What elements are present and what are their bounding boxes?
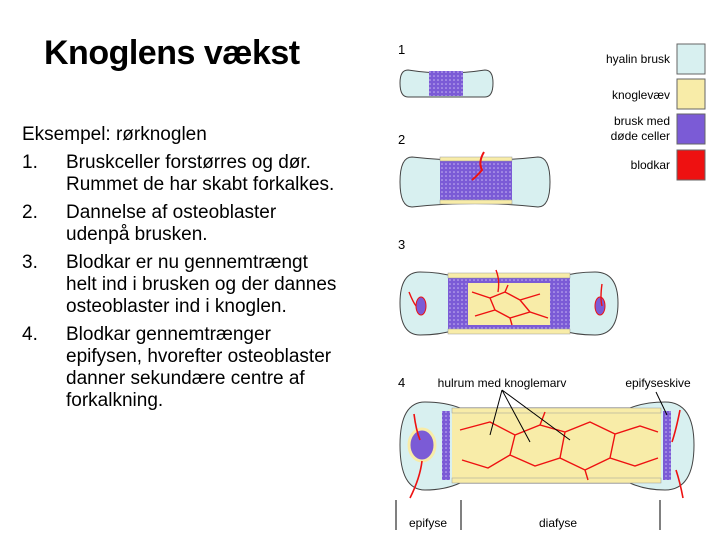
list-item xyxy=(22,324,342,412)
step-text: Blodkar gennemtrænger epifysen, hvorefter osteoblaster danner sekundære centre af forkalkning. xyxy=(66,324,332,411)
bone-growth-diagram xyxy=(380,30,710,535)
bone-collar xyxy=(452,478,661,483)
growth-plate-left xyxy=(442,411,450,480)
step-text: Bruskceller forstørres og dør. Rummet de har skabt forkalkes. xyxy=(66,152,335,195)
secondary-ossification-center xyxy=(409,429,435,461)
legend xyxy=(606,44,705,180)
label-diaphysis: diafyse xyxy=(538,516,578,530)
legend-swatch-blodkar xyxy=(677,150,705,180)
dead-cartilage-spot xyxy=(416,297,426,315)
step-number: 4. xyxy=(22,324,38,345)
bone-tissue xyxy=(452,411,661,480)
legend-label-knoglevaev: knoglevæv xyxy=(611,88,670,102)
dead-cartilage-zone xyxy=(429,71,463,96)
bone-collar xyxy=(440,200,512,204)
label-growth-plate: epifyseskive xyxy=(625,376,691,390)
legend-label-brusk-med-doede-celler-2: døde celler xyxy=(610,129,670,143)
step-number: 1. xyxy=(22,152,38,173)
step-number: 3. xyxy=(22,252,38,273)
bone-stage-1 xyxy=(400,70,493,97)
bone-stage-4 xyxy=(400,390,694,498)
bone-collar xyxy=(448,273,570,278)
legend-swatch-hyalin-brusk xyxy=(677,44,705,74)
step-text: Dannelse af osteoblaster udenpå brusken. xyxy=(66,202,277,245)
list-item xyxy=(22,152,342,196)
stage-number-4: 4 xyxy=(398,375,406,390)
label-marrow: hulrum med knoglemarv xyxy=(437,376,567,390)
legend-swatch-brusk-med-doede-celler xyxy=(677,114,705,144)
bone-stage-2 xyxy=(400,152,550,207)
stage-number-3: 3 xyxy=(398,237,406,252)
bone-stage-3 xyxy=(400,270,618,335)
dead-cartilage-spot xyxy=(595,297,605,315)
steps-list xyxy=(22,152,342,418)
bone-collar xyxy=(440,157,512,161)
stage-number-1: 1 xyxy=(398,42,406,57)
bone-collar xyxy=(452,408,661,413)
step-number: 2. xyxy=(22,202,38,223)
growth-plate-right xyxy=(663,411,671,480)
stage-number-2: 2 xyxy=(398,132,406,147)
step-text: Blodkar er nu gennemtrængt helt ind i brusken og der dannes osteoblaster ind i knoglen. xyxy=(66,252,337,317)
legend-label-hyalin-brusk: hyalin brusk xyxy=(605,52,670,66)
legend-label-blodkar: blodkar xyxy=(630,158,670,172)
list-item xyxy=(22,202,342,246)
legend-swatch-knoglevaev xyxy=(677,79,705,109)
intro-text: Eksempel: rørknoglen xyxy=(22,124,207,145)
label-epiphysis: epifyse xyxy=(408,516,448,530)
bone-tissue xyxy=(468,283,550,325)
dead-cartilage-zone xyxy=(440,160,512,204)
list-item xyxy=(22,252,342,318)
bone-collar xyxy=(448,329,570,334)
slide-title: Knoglens vækst xyxy=(44,34,300,72)
legend-label-brusk-med-doede-celler-1: brusk med xyxy=(613,114,670,128)
